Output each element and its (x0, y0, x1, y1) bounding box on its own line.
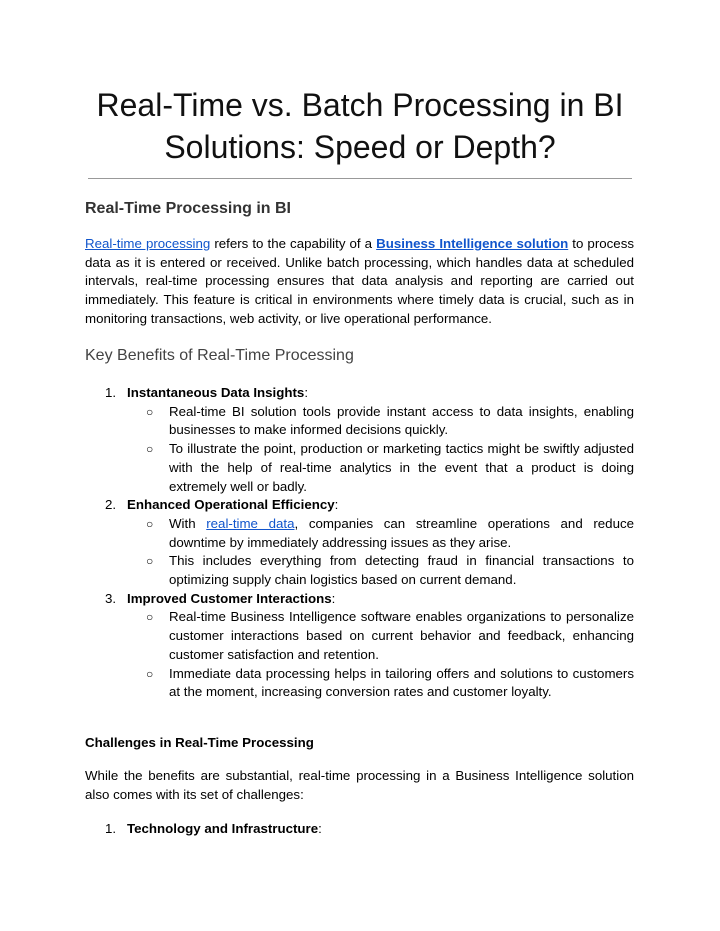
list-item (85, 590, 634, 609)
sub-item-text: Real-time BI solution tools provide instant access to data insights, enabling businesses to make informed decisions quickly. (169, 403, 634, 438)
sub-list-item (85, 552, 634, 589)
page-title: Real-Time vs. Batch Processing in BI Solutions: Speed or Depth? (96, 87, 624, 165)
list-item-title: Instantaneous Data Insights (127, 385, 305, 400)
hollow-circle-bullet-icon: ○ (146, 554, 154, 569)
hollow-circle-bullet-icon: ○ (146, 666, 154, 681)
sub-list-item (85, 440, 634, 496)
benefits-list (85, 384, 634, 702)
challenges-list (85, 820, 634, 839)
list-item-title: Technology and Infrastructure (127, 821, 319, 836)
list-item (85, 820, 634, 839)
intro-text-2: to process data as it is entered or received. Unlike batch processing, which handles data at scheduled intervals, real-time processing ensures that data analysis and reporting are carried out immediately. This feature is critical in environments where timely data is crucial, such as in monitoring transactions, web activity, or live operational performance. (85, 236, 634, 326)
list-item-title: Improved Customer Interactions (127, 590, 332, 606)
list-number: 1. (105, 821, 117, 836)
list-number: 1. (105, 385, 117, 400)
sub-item-text: Real-time Business Intelligence software enables organizations to personalize customer interactions based on current behavior and feedback, enhancing customer satisfaction and retention. (169, 609, 634, 662)
sub-item-text: To illustrate the point, production or marketing tactics might be swiftly adjusted with the help of real-time analytics in the event that a product is doing extremely well or badly. (169, 441, 634, 494)
list-item-colon: : (331, 590, 336, 606)
list-item (85, 496, 634, 515)
list-number: 3. (105, 590, 117, 606)
title-divider (88, 178, 632, 179)
intro-paragraph (85, 235, 634, 329)
sub-item-text: Immediate data processing helps in tailoring offers and solutions to customers at the moment, increasing conversion rates and customer loyalty. (169, 665, 634, 700)
list-item-colon: : (318, 821, 322, 836)
sub-list-item (85, 608, 634, 664)
real-time-data-link[interactable]: real-time data (206, 515, 295, 531)
section-heading-real-time: Real-Time Processing in BI (85, 200, 291, 217)
hollow-circle-bullet-icon: ○ (146, 442, 154, 457)
bi-solution-link[interactable]: Business Intelligence solution (376, 236, 569, 251)
sub-item-text: This includes everything from detecting fraud in financial transactions to optimizing supply chain logistics based on current demand. (169, 553, 634, 588)
sub-item-text-pre: With (169, 515, 207, 531)
sub-list-item (85, 665, 634, 702)
challenges-intro: While the benefits are substantial, real-time processing in a Business Intelligence solution also comes with its set of challenges: (85, 768, 634, 802)
sub-list-item (85, 515, 634, 552)
intro-text-1: refers to the capability of a (210, 236, 377, 251)
benefits-heading: Key Benefits of Real-Time Processing (85, 347, 354, 364)
hollow-circle-bullet-icon: ○ (146, 516, 154, 531)
list-item-title: Enhanced Operational Efficiency (127, 497, 335, 513)
sub-item-text-post: , companies can streamline operations and reduce downtime by immediately addressing issues as they arise. (169, 515, 635, 550)
list-number: 2. (105, 497, 117, 513)
real-time-processing-link[interactable]: Real-time processing (85, 236, 211, 251)
hollow-circle-bullet-icon: ○ (146, 610, 154, 625)
sub-list-item (85, 403, 634, 440)
list-item-colon: : (334, 497, 339, 513)
hollow-circle-bullet-icon: ○ (146, 404, 154, 419)
challenges-heading: Challenges in Real-Time Processing (85, 735, 314, 750)
list-item (85, 384, 634, 403)
list-item-colon: : (304, 385, 309, 400)
